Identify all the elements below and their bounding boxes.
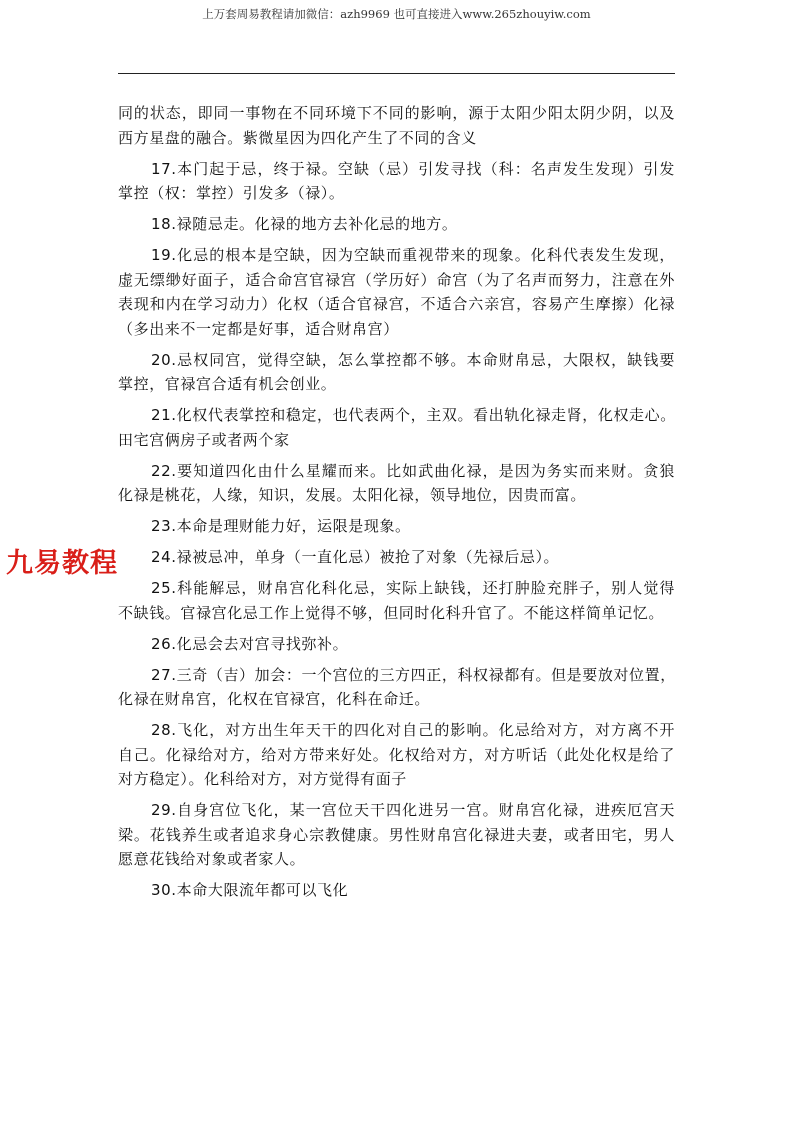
paragraph [118,576,675,625]
paragraph-line: 化禄是桃花，人缘，知识，发展。太阳化禄，领导地位，因贵而富。 [118,486,587,504]
document-body [118,101,675,909]
paragraph-line: 29.自身宫位飞化，某一宫位天干四化进另一宫。财帛宫化禄，进疾厄宫天 [151,801,675,819]
paragraph-line: 同的状态，即同一事物在不同环境下不同的影响，源于太阳少阳太阴少阴，以及 [118,104,675,122]
paragraph-line: 27.三奇（吉）加会：一个宫位的三方四正，科权禄都有。但是要放对位置， [151,665,676,684]
paragraph [118,157,675,206]
paragraph-line: 22.要知道四化由什么星耀而来。比如武曲化禄，是因为务实而来财。贪狼 [151,461,675,480]
paragraph-line: 自己。化禄给对方，给对方带来好处。化权给对方，对方听话（此处化权是给了 [118,745,675,764]
paragraph-line: 掌控（权：掌控）引发多（禄）。 [118,184,345,202]
paragraph-line: 掌控，官禄宫合适有机会创业。 [118,375,337,393]
paragraph-line: 表现和内在学习动力）化权（适合官禄宫，不适合六亲宫，容易产生摩擦）化禄 [118,295,675,313]
paragraph [118,545,675,570]
paragraph-line: 愿意花钱给对象或者家人。 [118,850,306,868]
paragraph [118,348,675,397]
paragraph-line: 不缺钱。官禄宫化忌工作上觉得不够，但同时化科升官了。不能这样简单记忆。 [118,603,665,622]
watermark-logo: 九易教程 [6,548,118,579]
paragraph [118,403,675,452]
paragraph [118,718,675,792]
paragraph-line: 化禄在财帛宫，化权在官禄宫，化科在命迁。 [118,690,431,708]
paragraph [118,663,675,712]
page-header: 上万套周易教程请加微信：azh9969 也可直接进入www.265zhouyiw.com [202,7,591,21]
paragraph-line: 18.禄随忌走。化禄的地方去补化忌的地方。 [151,215,458,233]
paragraph-line: 28.飞化，对方出生年天干的四化对自己的影响。化忌给对方，对方离不开 [151,721,675,739]
paragraph [118,459,675,508]
header-divider [118,73,675,74]
paragraph-line: 19.化忌的根本是空缺，因为空缺而重视带来的现象。化科代表发生发现， [151,246,675,264]
paragraph [118,632,675,657]
paragraph-line: 21.化权代表掌控和稳定，也代表两个，主双。看出轨化禄走肾，化权走心。 [151,406,676,424]
paragraph-line: （多出来不一定都是好事，适合财帛宫） [118,319,399,338]
paragraph [118,101,675,150]
paragraph-line: 23.本命是理财能力好，运限是现象。 [151,517,411,535]
paragraph-line: 20.忌权同宫，觉得空缺，怎么掌控都不够。本命财帛忌，大限权，缺钱要 [151,350,675,369]
paragraph-line: 对方稳定）。化科给对方，对方觉得有面子 [118,770,407,788]
paragraph [118,798,675,872]
paragraph-line: 虚无缥缈好面子，适合命宫官禄宫（学历好）命宫（为了名声而努力，注意在外 [118,270,675,289]
paragraph-line: 30.本命大限流年都可以飞化 [151,881,349,899]
paragraph [118,878,675,903]
paragraph [118,514,675,539]
paragraph-line: 西方星盘的融合。紫微星因为四化产生了不同的含义 [118,128,477,147]
paragraph [118,212,675,237]
paragraph-line: 25.科能解忌，财帛宫化科化忌，实际上缺钱，还打肿脸充胖子，别人觉得 [151,579,675,597]
paragraph [118,243,675,341]
paragraph-line: 24.禄被忌冲，单身（一直化忌）被抢了对象（先禄后忌）。 [151,548,560,566]
paragraph-line: 梁。花钱养生或者追求身心宗教健康。男性财帛宫化禄进夫妻，或者田宅，男人 [118,825,675,844]
paragraph-line: 17.本门起于忌，终于禄。空缺（忌）引发寻找（科：名声发生发现）引发 [151,159,675,178]
paragraph-line: 26.化忌会去对宫寻找弥补。 [151,634,349,653]
paragraph-line: 田宅宫俩房子或者两个家 [118,430,290,449]
